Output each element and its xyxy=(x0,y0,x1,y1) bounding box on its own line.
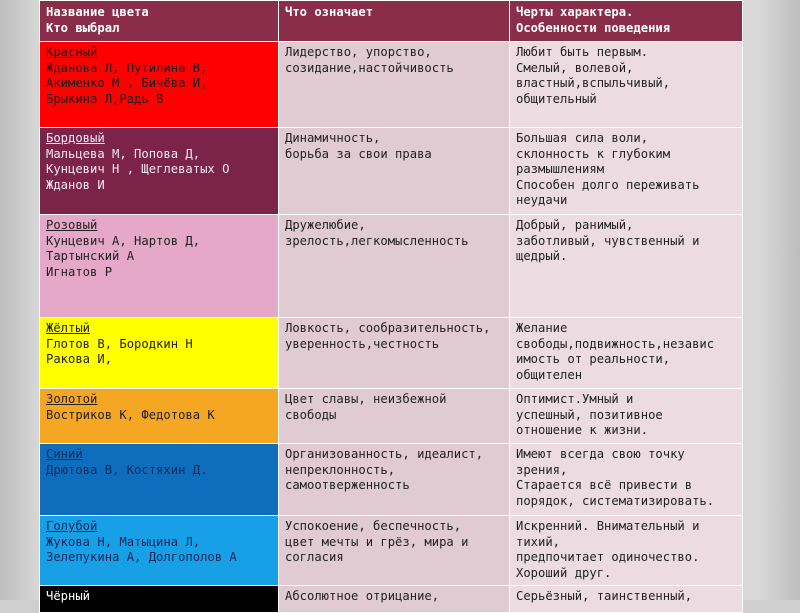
meaning-cell: Цвет славы, неизбежной свободы xyxy=(279,389,510,444)
traits-cell: Серьёзный, таинственный, xyxy=(510,586,743,613)
chooser-line: Жданов И xyxy=(46,177,105,192)
traits-cell: Оптимист.Умный и успешный, позитивное отношение к жизни. xyxy=(510,389,743,444)
traits-cell: Желание свободы,подвижность,независ имость от реальности, общителен xyxy=(510,318,743,389)
table-header-row xyxy=(40,1,743,42)
header-color-name: Название цвета Кто выбрал xyxy=(40,1,279,42)
meaning-cell: Организованность, идеалист, непреклонность, самоотверженность xyxy=(279,444,510,516)
chooser-line: Брыкина Л,Радь В xyxy=(46,91,164,106)
chooser-line: Мальцева М, Попова Д, xyxy=(46,146,201,161)
meaning-cell: Успокоение, беспечность, цвет мечты и грёз, мира и согласия xyxy=(279,516,510,586)
color-name: Красный xyxy=(46,45,98,59)
chooser-line: Игнатов Р xyxy=(46,264,113,279)
color-name: Золотой xyxy=(46,392,98,406)
table-row xyxy=(40,516,743,586)
meaning-cell: Дружелюбие, зрелость,легкомысленность xyxy=(279,215,510,318)
traits-cell: Любит быть первым. Смелый, волевой, властный,вспыльчивый, общительный xyxy=(510,42,743,128)
color-cell-gold xyxy=(40,389,279,444)
traits-cell: Искренний. Внимательный и тихий, предпочитает одиночество. Хороший друг. xyxy=(510,516,743,586)
chooser-line: Востриков К, Федотова К xyxy=(46,407,215,422)
table-body xyxy=(40,42,743,613)
chooser-line: Зелепукина А, Долгополов А xyxy=(46,550,237,564)
chooser-line: Жданова Л, Путилина В, xyxy=(46,60,208,75)
color-cell-lightblue xyxy=(40,516,279,586)
traits-cell: Добрый, ранимый, заботливый, чувственный и щедрый. xyxy=(510,215,743,318)
color-cell-red xyxy=(40,42,279,128)
chooser-line: Дрютова В, Костяхин Д. xyxy=(46,462,208,477)
color-name: Синий xyxy=(46,447,83,461)
meaning-cell: Ловкость, сообразительность, уверенность,честность xyxy=(279,318,510,389)
table-row xyxy=(40,215,743,318)
chooser-line: Тартынский А xyxy=(46,249,135,263)
meaning-cell: Абсолютное отрицание, xyxy=(279,586,510,613)
color-cell-pink xyxy=(40,215,279,318)
color-name: Розовый xyxy=(46,218,98,232)
traits-cell: Имеют всегда свою точку зрения, Старается всё привести в порядок, систематизировать. xyxy=(510,444,743,516)
header-traits: Черты характера. Особенности поведения xyxy=(510,1,743,42)
table-row xyxy=(40,318,743,389)
meaning-cell: Динамичность, борьба за свои права xyxy=(279,128,510,215)
color-cell-black xyxy=(40,586,279,613)
chooser-line: Глотов В, Бородкин Н xyxy=(46,336,193,351)
table-row xyxy=(40,128,743,215)
table-row xyxy=(40,389,743,444)
color-name: Жёлтый xyxy=(46,321,91,335)
chooser-line: Кунцевич Н , Щеглеватых О xyxy=(46,162,230,176)
table-row xyxy=(40,444,743,516)
header-meaning: Что означает xyxy=(279,1,510,42)
color-name: Голубой xyxy=(46,519,98,533)
table-row xyxy=(40,586,743,613)
color-cell-yellow xyxy=(40,318,279,389)
chooser-line: Жукова Н, Матыцина Л, xyxy=(46,534,201,549)
chooser-line: Акименко М , Бичёва И, xyxy=(46,76,208,90)
chooser-line: Ракова И, xyxy=(46,352,113,366)
color-meaning-table xyxy=(39,0,743,613)
traits-cell: Большая сила воли, склонность к глубоким размышлениям Способен долго переживать неудачи xyxy=(510,128,743,215)
color-name: Чёрный xyxy=(46,589,91,603)
color-cell-bordo xyxy=(40,128,279,215)
color-cell-blue xyxy=(40,444,279,516)
color-name: Бордовый xyxy=(46,131,105,145)
table-row xyxy=(40,42,743,128)
chooser-line: Кунцевич А, Нартов Д, xyxy=(46,233,201,248)
meaning-cell: Лидерство, упорство, созидание,настойчивость xyxy=(279,42,510,128)
